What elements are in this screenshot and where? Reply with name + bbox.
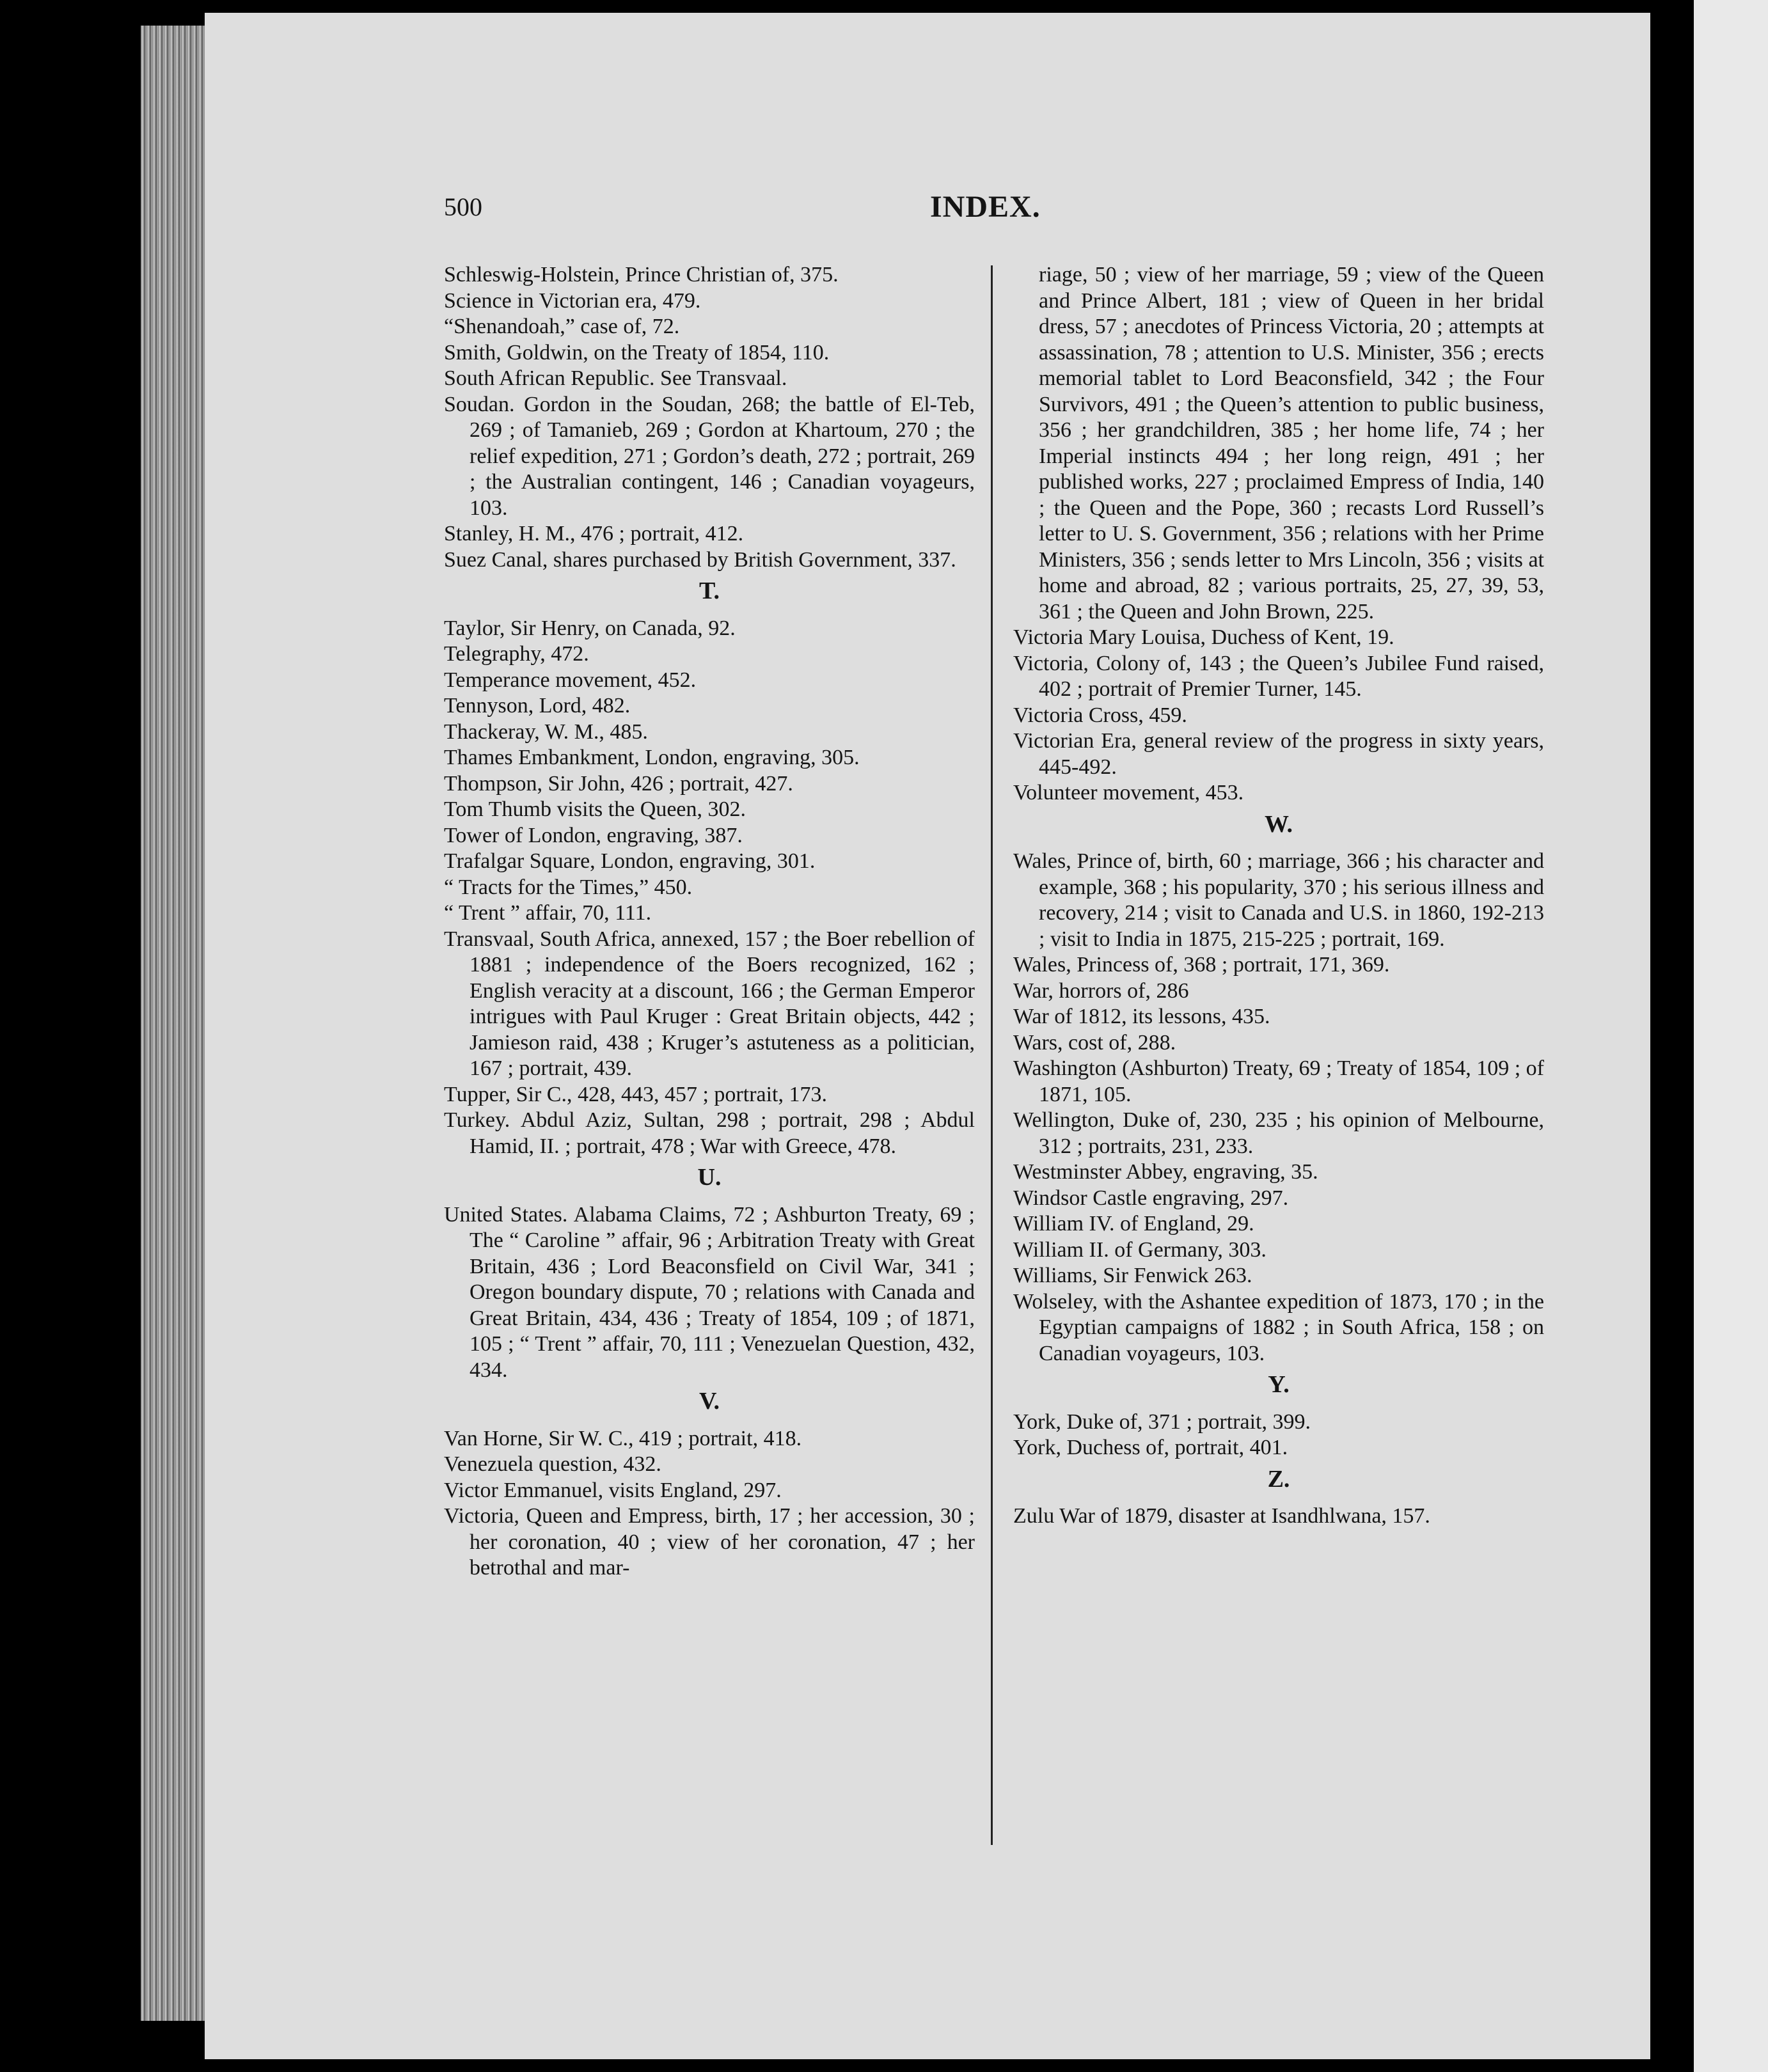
index-entry: Wolseley, with the Ashantee expedition of 1873, 170 ; in the Egyptian campaigns of 1882 ; in South Africa, 158 ; on Canadian voyageurs, 103. [1013, 1289, 1544, 1365]
index-entry: Victorian Era, general review of the progress in sixty years, 445-492. [1013, 729, 1544, 779]
index-entry: Science in Victorian era, 479. [444, 288, 701, 313]
index-entry: Schleswig-Holstein, Prince Christian of, 375. [444, 263, 839, 286]
index-entry: Stanley, H. M., 476 ; portrait, 412. [444, 522, 744, 545]
index-entry: Thames Embankment, London, engraving, 305. [444, 746, 860, 769]
index-entry: Venezuela question, 432. [444, 1452, 661, 1476]
index-entry: Westminster Abbey, engraving, 35. [1013, 1160, 1318, 1184]
index-entry: Wales, Princess of, 368 ; portrait, 171, 369. [1013, 953, 1390, 977]
index-entry: Smith, Goldwin, on the Treaty of 1854, 110. [444, 340, 830, 365]
index-entry: Victoria, Queen and Empress, birth, 17 ; her accession, 30 ; her coronation, 40 ; view of her coronation, 47 ; her betrothal and mar- [444, 1504, 975, 1580]
index-entry: Tom Thumb visits the Queen, 302. [444, 797, 746, 821]
index-entry: Victor Emmanuel, visits England, 297. [444, 1478, 782, 1502]
section-letter: T. [699, 577, 720, 604]
column-divider [991, 265, 993, 1845]
index-entry-continuation: riage, 50 ; view of her marriage, 59 ; view of the Queen and Prince Albert, 181 ; view of Queen in her bridal dress, 57 ; anecdotes of Princess Victoria, 20 ; attempts at assassination, 78 ; attention to U.S. Minister, 356 ; erects memorial tablet to Lord Beaconsfield, 342 ; the Four Survivors, 491 ; the Queen’s attention to public business, 356 ; her grandchildren, 385 ; her home life, 74 ; her Imperial instincts 494 ; her long reign, 491 ; her published works, 227 ; proclaimed Empress of India, 140 ; the Queen and the Pope, 360 ; recasts Lord Russell’s letter to U. S. Government, 356 ; relations with her Prime Ministers, 356 ; sends letter to Mrs Lincoln, 356 ; visits at home and abroad, 82 ; various portraits, 25, 27, 39, 53, 361 ; the Queen and John Brown, 225. [1039, 263, 1544, 624]
index-entry: South African Republic. See Transvaal. [444, 366, 787, 390]
index-entry: War, horrors of, 286 [1013, 978, 1189, 1003]
index-entry: Wars, cost of, 288. [1013, 1030, 1176, 1055]
page-number: 500 [444, 192, 482, 221]
index-entry: Washington (Ashburton) Treaty, 69 ; Treaty of 1854, 109 ; of 1871, 105. [1013, 1056, 1544, 1106]
section-letter: Z. [1267, 1465, 1290, 1493]
index-entry: Van Horne, Sir W. C., 419 ; portrait, 418. [444, 1426, 802, 1450]
index-entry: Suez Canal, shares purchased by British Government, 337. [444, 547, 956, 572]
index-entry: Wales, Prince of, birth, 60 ; marriage, 366 ; his character and example, 368 ; his popularity, 370 ; his serious illness and recovery, 214 ; visit to Canada and U.S. in 1860, 192-213 ; visit to India in 1875, 215-225 ; portrait, 169. [1013, 849, 1544, 951]
index-entry: Turkey. Abdul Aziz, Sultan, 298 ; portrait, 298 ; Abdul Hamid, II. ; portrait, 478 ; War with Greece, 478. [444, 1108, 975, 1158]
index-entry: Tupper, Sir C., 428, 443, 457 ; portrait, 173. [444, 1082, 828, 1106]
index-entry: William IV. of England, 29. [1013, 1212, 1254, 1236]
index-entry: York, Duke of, 371 ; portrait, 399. [1013, 1409, 1311, 1434]
section-letter: V. [699, 1388, 720, 1415]
index-entry: “Shenandoah,” case of, 72. [444, 315, 680, 338]
index-entry: Soudan. Gordon in the Soudan, 268; the battle of El-Teb, 269 ; of Tamanieb, 269 ; Gordon at Khartoum, 270 ; the relief expedition, 271 ; Gordon’s death, 272 ; portrait, 269 ; the Australian contingent, 146 ; Canadian voyageurs, 103. [444, 392, 975, 520]
index-entry: Thompson, Sir John, 426 ; portrait, 427. [444, 771, 793, 796]
section-letter: U. [697, 1164, 722, 1191]
index-entry: Taylor, Sir Henry, on Canada, 92. [444, 616, 736, 640]
index-entry: “ Trent ” affair, 70, 111. [444, 901, 652, 925]
index-entry: Tennyson, Lord, 482. [444, 694, 631, 718]
index-entry: Temperance movement, 452. [444, 668, 697, 692]
index-entry: United States. Alabama Claims, 72 ; Ashburton Treaty, 69 ; The “ Caroline ” affair, 96 ; Arbitration Treaty with Great Britain, 436 ; Lord Beaconsfield on Civil War, 341 ; Oregon boundary dispute, 70 ; relations with Canada and Great Britain, 434, 436 ; Treaty of 1854, 109 ; of 1871, 105 ; “ Trent ” affair, 70, 111 ; Venezuelan Question, 432, 434. [444, 1202, 975, 1382]
index-entry: “ Tracts for the Times,” 450. [444, 875, 693, 899]
index-entry: Victoria Mary Louisa, Duchess of Kent, 19. [1013, 625, 1394, 649]
index-entry: Tower of London, engraving, 387. [444, 823, 743, 847]
index-entry: York, Duchess of, portrait, 401. [1013, 1436, 1288, 1459]
index-column-left [444, 262, 975, 1581]
index-entry: Volunteer movement, 453. [1013, 781, 1244, 804]
index-entry: Thackeray, W. M., 485. [444, 719, 648, 744]
section-letter: Y. [1268, 1371, 1290, 1398]
index-entry: Wellington, Duke of, 230, 235 ; his opinion of Melbourne, 312 ; portraits, 231, 233. [1013, 1108, 1544, 1158]
running-header [444, 192, 1544, 230]
index-entry: Transvaal, South Africa, annexed, 157 ; the Boer rebellion of 1881 ; independence of the Boers recognized, 162 ; English veracity at a discount, 166 ; the German Emperor intrigues with Paul Kruger : Great Britain objects, 442 ; Jamieson raid, 438 ; Kruger’s astuteness as a politician, 167 ; portrait, 439. [444, 927, 975, 1080]
index-entry: Williams, Sir Fenwick 263. [1013, 1264, 1252, 1287]
index-entry: Victoria, Colony of, 143 ; the Queen’s Jubilee Fund raised, 402 ; portrait of Premier Turner, 145. [1013, 651, 1544, 701]
index-entry: Zulu War of 1879, disaster at Isandhlwana, 157. [1013, 1504, 1430, 1528]
facing-page-edge [1689, 0, 1768, 2072]
index-page-content [444, 192, 1544, 1829]
page-title: INDEX. [930, 190, 1041, 224]
section-letter: W. [1264, 810, 1293, 838]
index-column-right [1013, 262, 1544, 1530]
index-entry: William II. of Germany, 303. [1013, 1237, 1267, 1262]
index-entry: Windsor Castle engraving, 297. [1013, 1186, 1289, 1210]
index-entry: Trafalgar Square, London, engraving, 301. [444, 849, 816, 873]
index-entry: Victoria Cross, 459. [1013, 703, 1187, 727]
index-entry: War of 1812, its lessons, 435. [1013, 1005, 1270, 1028]
index-entry: Telegraphy, 472. [444, 642, 589, 666]
